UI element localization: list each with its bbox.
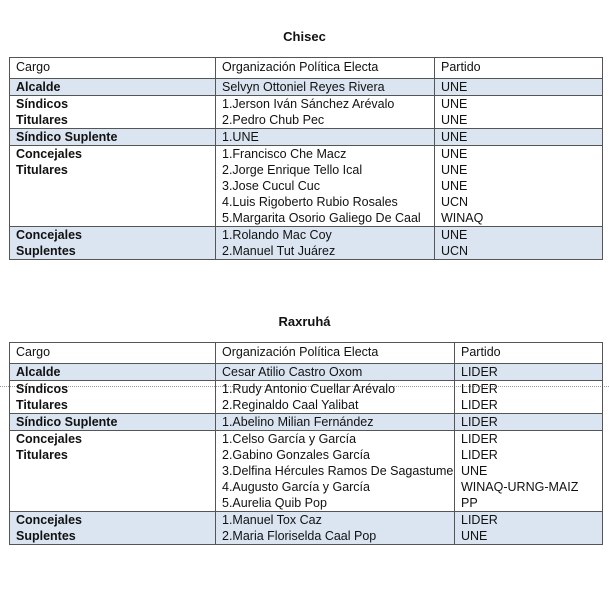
candidate-name: Cesar Atilio Castro Oxom <box>222 365 363 379</box>
party-name: UNE <box>461 464 488 478</box>
column-header: Partido <box>455 343 603 364</box>
column-header: Organización Política Electa <box>216 58 435 79</box>
party-name: UNE <box>441 113 468 127</box>
candidate-name: 1.Rudy Antonio Cuellar Arévalo <box>222 382 396 396</box>
cargo-cell <box>10 381 216 414</box>
candidate-name: 2.Jorge Enrique Tello Ical <box>222 163 363 177</box>
candidate-name: 3.Delfina Hércules Ramos De Sagastume <box>222 464 454 478</box>
organization-cell <box>216 79 435 96</box>
candidate-name: 2.Maria Floriselda Caal Pop <box>222 529 377 543</box>
cargo-text: Síndico Suplente <box>16 415 118 429</box>
section-title: Raxruhá <box>278 314 331 329</box>
candidate-name: 4.Luis Rigoberto Rubio Rosales <box>222 195 398 209</box>
cargo-text: Síndico Suplente <box>16 130 118 144</box>
party-cell <box>455 431 603 512</box>
candidate-name: 1.Manuel Tox Caz <box>222 513 322 527</box>
organization-cell <box>216 129 435 146</box>
table-row <box>10 512 603 545</box>
cargo-text: Titulares <box>16 398 68 412</box>
organization-cell <box>216 227 435 260</box>
results-table <box>9 57 603 260</box>
section-title: Chisec <box>283 29 326 44</box>
table-row <box>10 146 603 227</box>
table-row <box>10 129 603 146</box>
cargo-cell <box>10 96 216 129</box>
party-name: LIDER <box>461 415 498 429</box>
candidate-name: 1.Abelino Milian Fernández <box>222 415 374 429</box>
cargo-text: Suplentes <box>16 244 76 258</box>
candidate-name: 2.Reginaldo Caal Yalibat <box>222 398 359 412</box>
cargo-cell <box>10 227 216 260</box>
party-cell <box>435 227 603 260</box>
party-cell <box>455 364 603 381</box>
table-row <box>10 79 603 96</box>
table-row <box>10 431 603 512</box>
party-name: UNE <box>461 529 488 543</box>
party-cell <box>455 414 603 431</box>
organization-cell <box>216 414 455 431</box>
cargo-cell <box>10 414 216 431</box>
cargo-text: Síndicos <box>16 97 69 111</box>
party-name: WINAQ <box>441 211 484 225</box>
cargo-cell <box>10 364 216 381</box>
party-name: WINAQ-URNG-MAIZ <box>461 480 579 494</box>
cargo-text: Concejales <box>16 432 83 446</box>
table-header-row <box>10 58 603 79</box>
candidate-name: 1.Rolando Mac Coy <box>222 228 332 242</box>
organization-cell <box>216 364 455 381</box>
table-body <box>10 58 603 260</box>
cargo-text: Titulares <box>16 163 68 177</box>
party-name: LIDER <box>461 382 498 396</box>
party-cell <box>435 96 603 129</box>
organization-cell <box>216 431 455 512</box>
cargo-text: Concejales <box>16 228 83 242</box>
cargo-text: Titulares <box>16 448 68 462</box>
cargo-text: Concejales <box>16 513 83 527</box>
cargo-text: Titulares <box>16 113 68 127</box>
party-name: UNE <box>441 163 468 177</box>
party-name: LIDER <box>461 432 498 446</box>
cargo-cell <box>10 146 216 227</box>
table-row <box>10 96 603 129</box>
organization-cell <box>216 512 455 545</box>
party-name: UCN <box>441 244 469 258</box>
candidate-name: 1.UNE <box>222 130 259 144</box>
party-name: UNE <box>441 179 468 193</box>
candidate-name: 2.Gabino Gonzales García <box>222 448 370 462</box>
organization-cell <box>216 96 435 129</box>
party-cell <box>435 146 603 227</box>
candidate-name: 1.Francisco Che Macz <box>222 147 347 161</box>
party-name: UNE <box>441 80 468 94</box>
table-row <box>10 227 603 260</box>
column-header: Cargo <box>10 343 216 364</box>
column-header: Organización Política Electa <box>216 343 455 364</box>
cargo-cell <box>10 512 216 545</box>
party-name: UNE <box>441 147 468 161</box>
party-name: LIDER <box>461 448 498 462</box>
table-row <box>10 364 603 381</box>
party-cell <box>435 129 603 146</box>
cargo-cell <box>10 129 216 146</box>
party-name: LIDER <box>461 398 498 412</box>
party-name: UCN <box>441 195 469 209</box>
party-name: UNE <box>441 130 468 144</box>
table-body <box>10 343 603 545</box>
organization-cell <box>216 381 455 414</box>
candidate-name: 4.Augusto García y García <box>222 480 370 494</box>
party-name: UNE <box>441 97 468 111</box>
candidate-name: 2.Manuel Tut Juárez <box>222 244 336 258</box>
cargo-text: Alcalde <box>16 80 61 94</box>
party-cell <box>455 512 603 545</box>
party-name: UNE <box>441 228 468 242</box>
column-header: Partido <box>435 58 603 79</box>
party-name: LIDER <box>461 365 498 379</box>
candidate-name: 3.Jose Cucul Cuc <box>222 179 320 193</box>
party-cell <box>455 381 603 414</box>
column-header: Cargo <box>10 58 216 79</box>
candidate-name: 5.Margarita Osorio Galiego De Caal <box>222 211 421 225</box>
party-name: PP <box>461 496 478 510</box>
table-row <box>10 381 603 414</box>
results-table <box>9 342 603 545</box>
cargo-text: Síndicos <box>16 382 69 396</box>
party-cell <box>435 79 603 96</box>
candidate-name: 1.Celso García y García <box>222 432 357 446</box>
candidate-name: Selvyn Ottoniel Reyes Rivera <box>222 80 385 94</box>
candidate-name: 2.Pedro Chub Pec <box>222 113 325 127</box>
cargo-cell <box>10 79 216 96</box>
organization-cell <box>216 146 435 227</box>
candidate-name: 1.Jerson Iván Sánchez Arévalo <box>222 97 395 111</box>
party-name: LIDER <box>461 513 498 527</box>
cargo-text: Alcalde <box>16 365 61 379</box>
cargo-text: Suplentes <box>16 529 76 543</box>
cargo-text: Concejales <box>16 147 83 161</box>
table-header-row <box>10 343 603 364</box>
table-row <box>10 414 603 431</box>
cargo-cell <box>10 431 216 512</box>
candidate-name: 5.Aurelia Quib Pop <box>222 496 327 510</box>
